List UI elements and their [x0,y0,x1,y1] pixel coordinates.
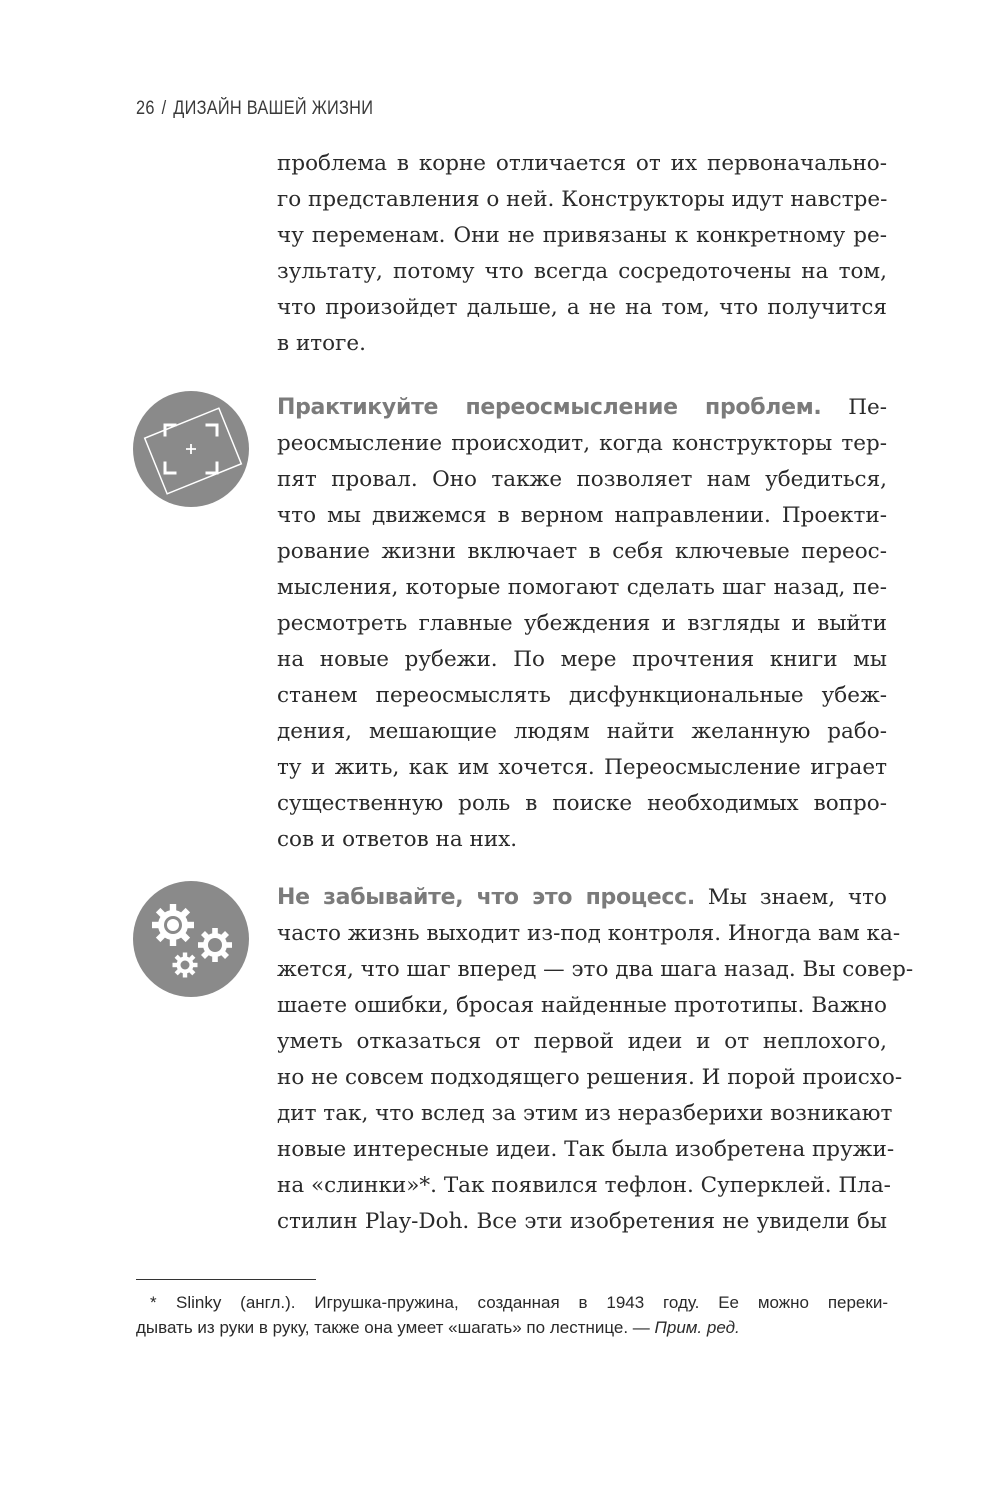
footnote-line [136,1315,888,1340]
text-line: в итоге. [277,331,366,356]
page-number: 26 [136,98,155,119]
text-line: стилин Play-Doh. Все эти изобретения не увидели бы [277,1209,887,1234]
book-title: ДИЗАЙН ВАШЕЙ ЖИЗНИ [173,98,374,119]
text-fragment: Пе- [848,395,888,420]
section-process [277,880,914,1240]
reframe-viewfinder-icon [133,391,249,507]
section-lead: Практикуйте переосмысление проблем. [277,395,822,420]
text-line: сов и ответов на них. [277,827,518,852]
intro-paragraph [277,146,887,362]
text-line: уметь отказаться от первой идеи и от неплохого, [277,1029,887,1054]
text-line: шаете ошибки, бросая найденные прототипы. Важно [277,993,887,1018]
running-head [136,98,373,120]
text-line: дения, мешающие людям найти желанную рабо- [277,719,887,744]
text-line: на новые рубежи. По мере прочтения книги мы [277,647,887,672]
footnote-attribution: Прим. ред. [654,1318,740,1337]
text-line: рование жизни включает в себя ключевые переос- [277,539,887,564]
text-line: что произойдет дальше, а не на том, что получится [277,295,887,320]
section-first-line [277,390,887,426]
text-line: мысления, которые помогают сделать шаг назад, пе- [277,575,887,600]
text-line: ту и жить, как им хочется. Переосмысление играет [277,755,887,780]
footnote-marker: * [150,1293,157,1312]
text-line: станем переосмыслять дисфункциональные убеж- [277,683,887,708]
text-line: реосмысление происходит, когда конструкторы тер- [277,431,887,456]
footnote-text: Slinky (англ.). Игрушка-пружина, созданная в 1943 году. Ее можно переки- [176,1293,888,1312]
text-line: часто жизнь выходит из-под контроля. Иногда вам ка- [277,921,901,946]
gears-icon [133,881,249,997]
footnote-text: дывать из руки в руку, также она умеет «шагать» по лестнице. — [136,1318,650,1337]
section-reframe [277,390,887,858]
text-line: новые интересные идеи. Так была изобретена пружи- [277,1137,895,1162]
text-line: дит так, что вслед за этим из неразберихи возникают [277,1101,893,1126]
footnote-line [136,1290,888,1315]
text-line: зультату, потому что всегда сосредоточены на том, [277,259,887,284]
section-first-line [277,880,887,916]
text-line: существенную роль в поиске необходимых вопро- [277,791,887,816]
footnote [136,1290,888,1340]
text-line: но не совсем подходящего решения. И порой происхо- [277,1065,903,1090]
text-line: жется, что шаг вперед — это два шага назад. Вы совер- [277,957,914,982]
running-head-separator: / [161,98,167,119]
text-line: ресмотреть главные убеждения и взгляды и выйти [277,611,887,636]
text-line: на «слинки»*. Так появился тефлон. Суперклей. Пла- [277,1173,891,1198]
footnote-rule [136,1279,316,1280]
text-line: что мы движемся в верном направлении. Проекти- [277,503,887,528]
section-lead: Не забывайте, что это процесс. [277,885,695,910]
text-line: проблема в корне отличается от их первоначально- [277,151,887,176]
text-line: го представления о ней. Конструкторы идут навстре- [277,187,888,212]
text-fragment: Мы знаем, что [707,885,887,910]
text-line: чу переменам. Они не привязаны к конкретному ре- [277,223,887,248]
text-line: пят провал. Оно также позволяет нам убедиться, [277,467,887,492]
